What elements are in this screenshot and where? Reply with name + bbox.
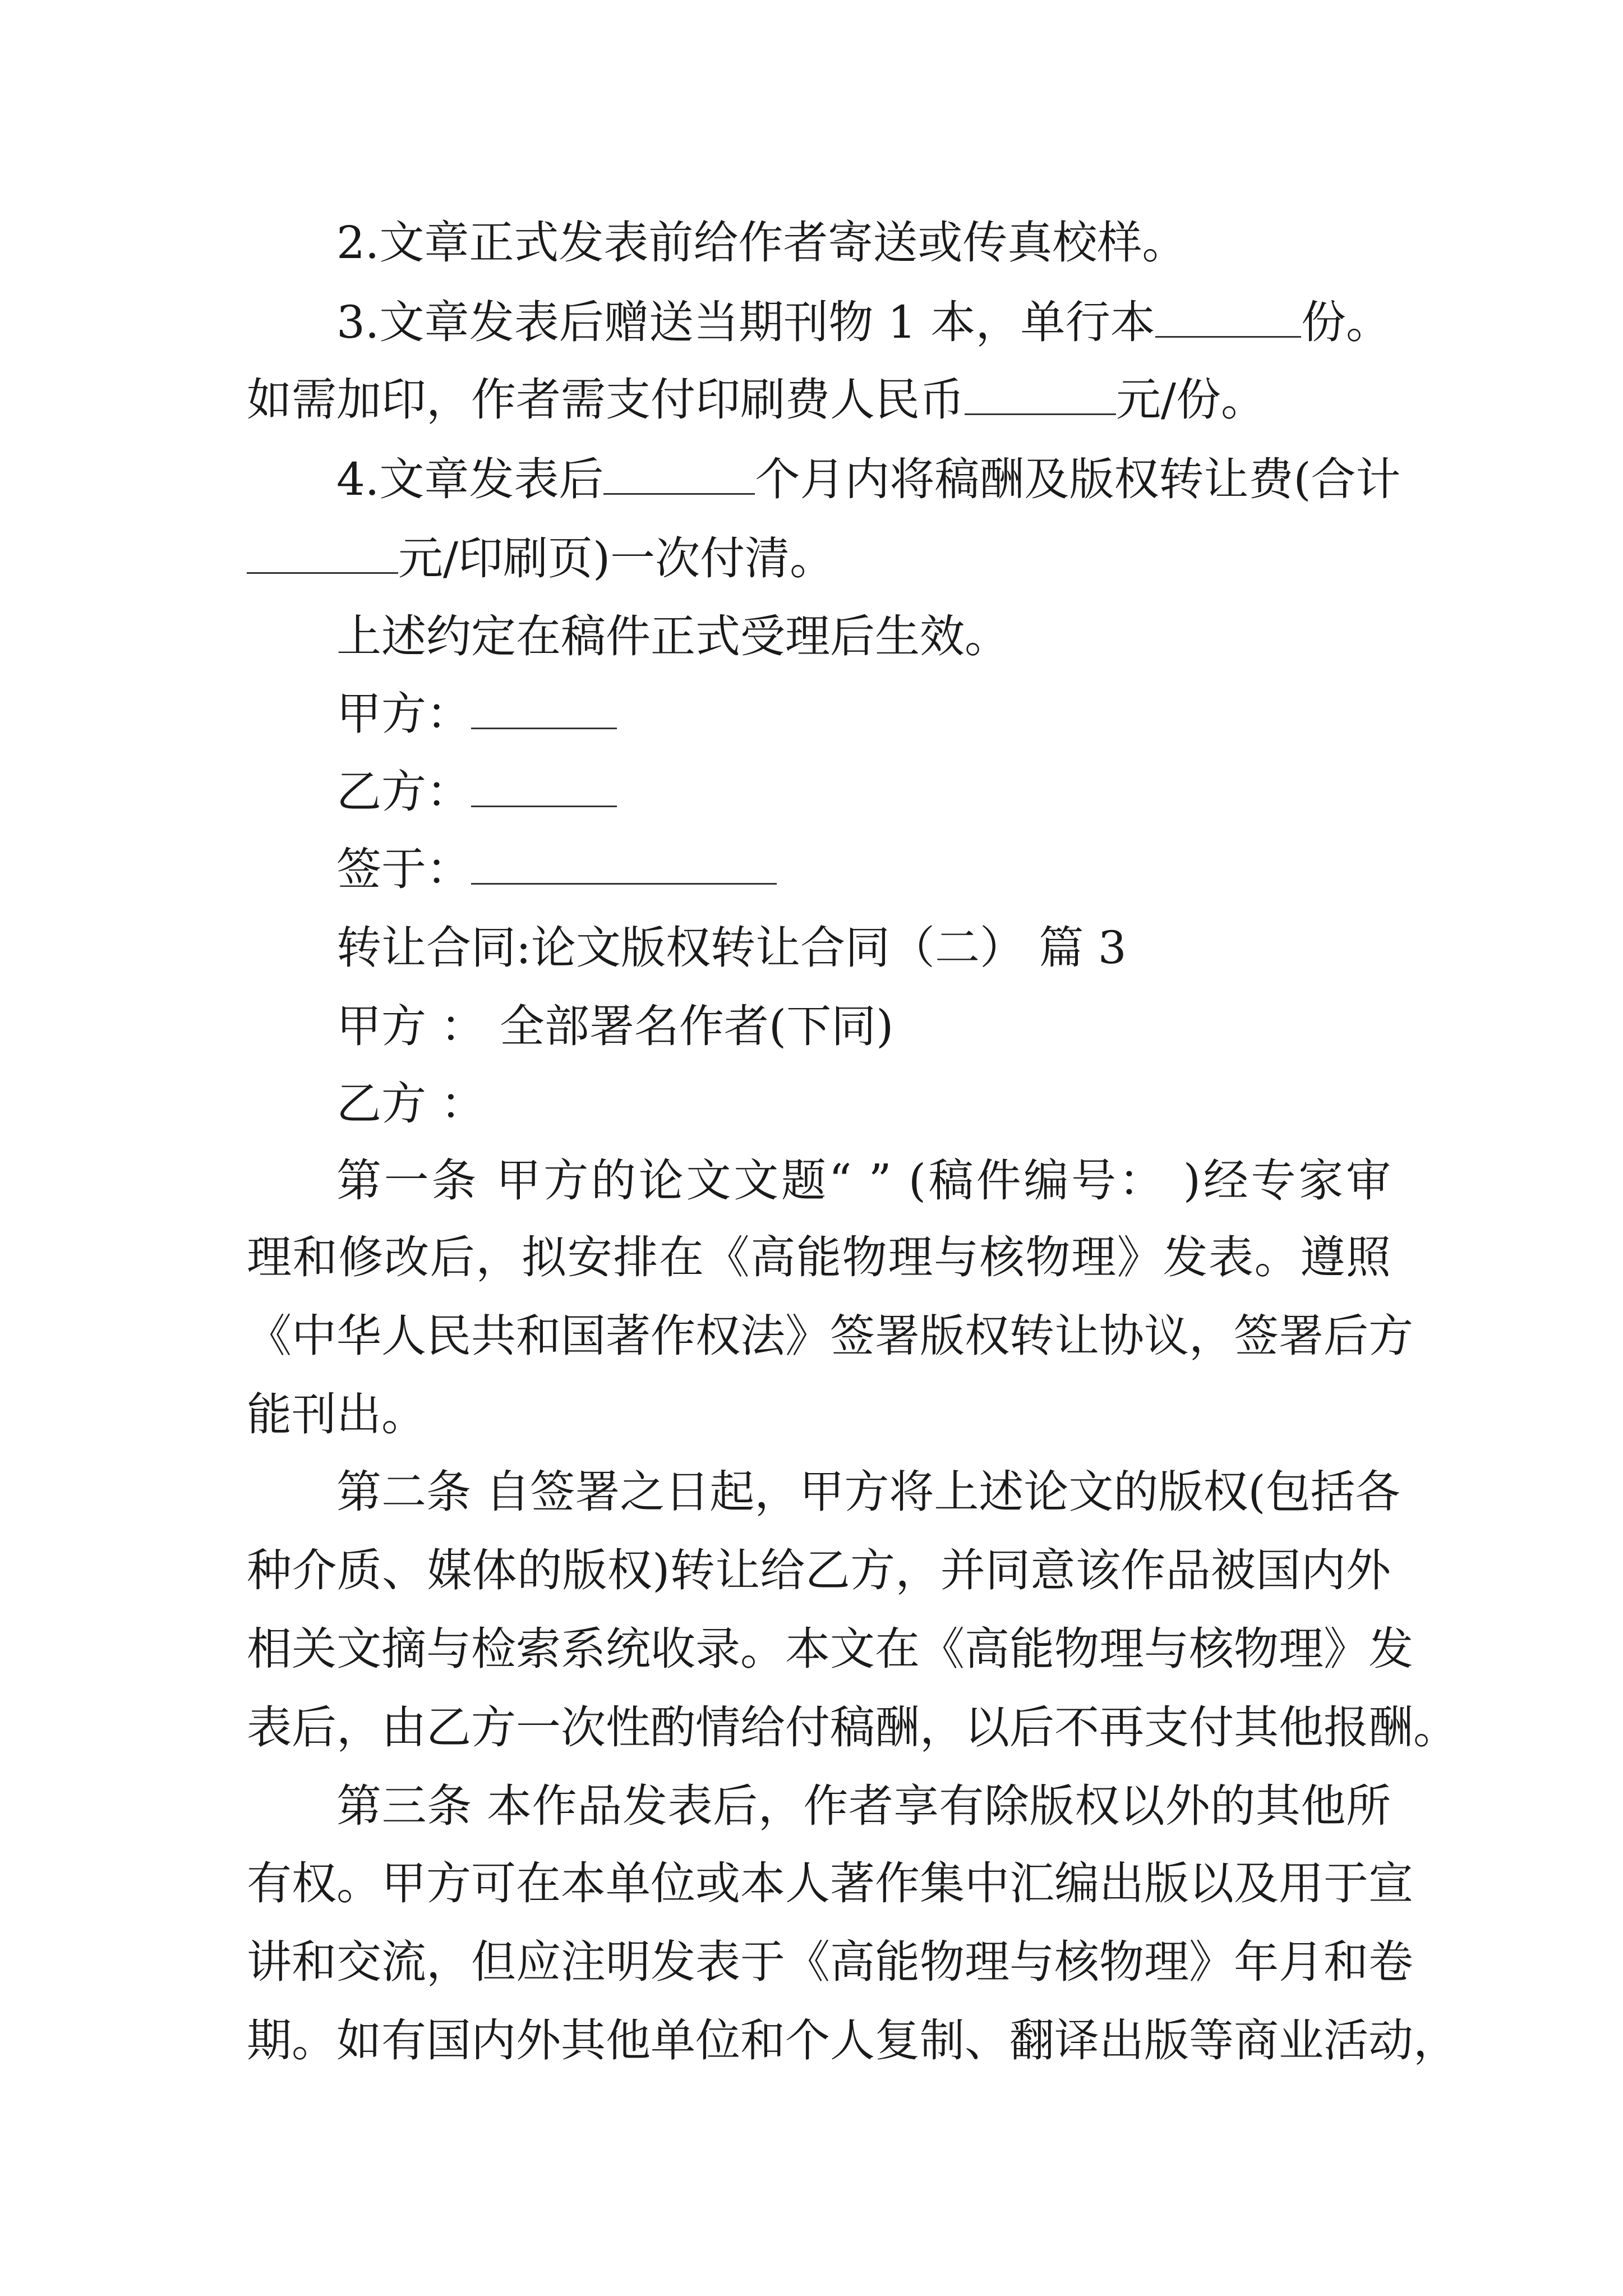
clause-3-line-1: 3.文章发表后赠送当期刊物 1 本，单行本 份。 [336,296,1391,348]
effective-clause: 上述约定在稿件正式受理后生效。 [336,610,1009,662]
article-3-line-3: 讲和交流，但应注明发表于《高能物理与核物理》年月和卷 [247,1936,1413,1988]
signed-at-blank [471,843,777,885]
article-3-line-2: 有权。甲方可在本单位或本人著作集中汇编出版以及用于宣 [247,1857,1413,1910]
article-2-line-4: 表后，由乙方一次性酌情给付稿酬，以后不再支付其他报酬。 [247,1701,1458,1754]
article-3-line-4: 期。如有国内外其他单位和个人复制、翻译出版等商业活动， [247,2014,1458,2067]
article-1-line-3: 《中华人民共和国著作权法》签署版权转让协议，签署后方 [247,1310,1413,1362]
signed-at-line: 签于： [336,841,1391,898]
offprint-count-blank [1155,296,1301,338]
party-b-blank [471,765,617,807]
article-1-line-1: 第一条 甲方的论文文题“ ” (稿件编号： )经专家审 [336,1154,1391,1207]
clause-2: 2.文章正式发表前给作者寄送或传真校样。 [336,217,1187,269]
article-2-line-2: 种介质、媒体的版权)转让给乙方，并同意该作品被国内外 [247,1544,1391,1596]
print-fee-blank [965,373,1116,415]
party-b-full: 乙方 ： [336,1078,486,1130]
party-a-line: 甲方： [336,686,1391,742]
section-heading: 转让合同:论文版权转让合同（二） 篇 3 [336,922,1127,974]
clause-4-line-2: 元/印刷页)一次付清。 [247,531,1391,587]
article-3-line-1: 第三条 本作品发表后，作者享有除版权以外的其他所 [336,1780,1391,1832]
clause-3-line-2: 如需加印，作者需支付印刷费人民币 元/份。 [247,374,1266,426]
months-blank [603,453,755,495]
party-a-blank [471,687,617,729]
article-1-line-2: 理和修改后，拟安排在《高能物理与核物理》发表。遵照 [247,1231,1391,1283]
article-2-line-3: 相关文摘与检索系统收录。本文在《高能物理与核物理》发 [247,1623,1413,1675]
clause-4-line-1: 4.文章发表后 个月内将稿酬及版权转让费(合计 [336,453,1401,505]
party-b-line: 乙方： [336,764,1391,820]
article-2-line-1: 第二条 自签署之日起，甲方将上述论文的版权(包括各 [336,1466,1400,1518]
fee-per-page-blank [247,532,398,574]
article-1-line-4: 能刊出。 [247,1388,426,1441]
party-a-full: 甲方 ： 全部署名作者(下同) [336,1000,894,1052]
